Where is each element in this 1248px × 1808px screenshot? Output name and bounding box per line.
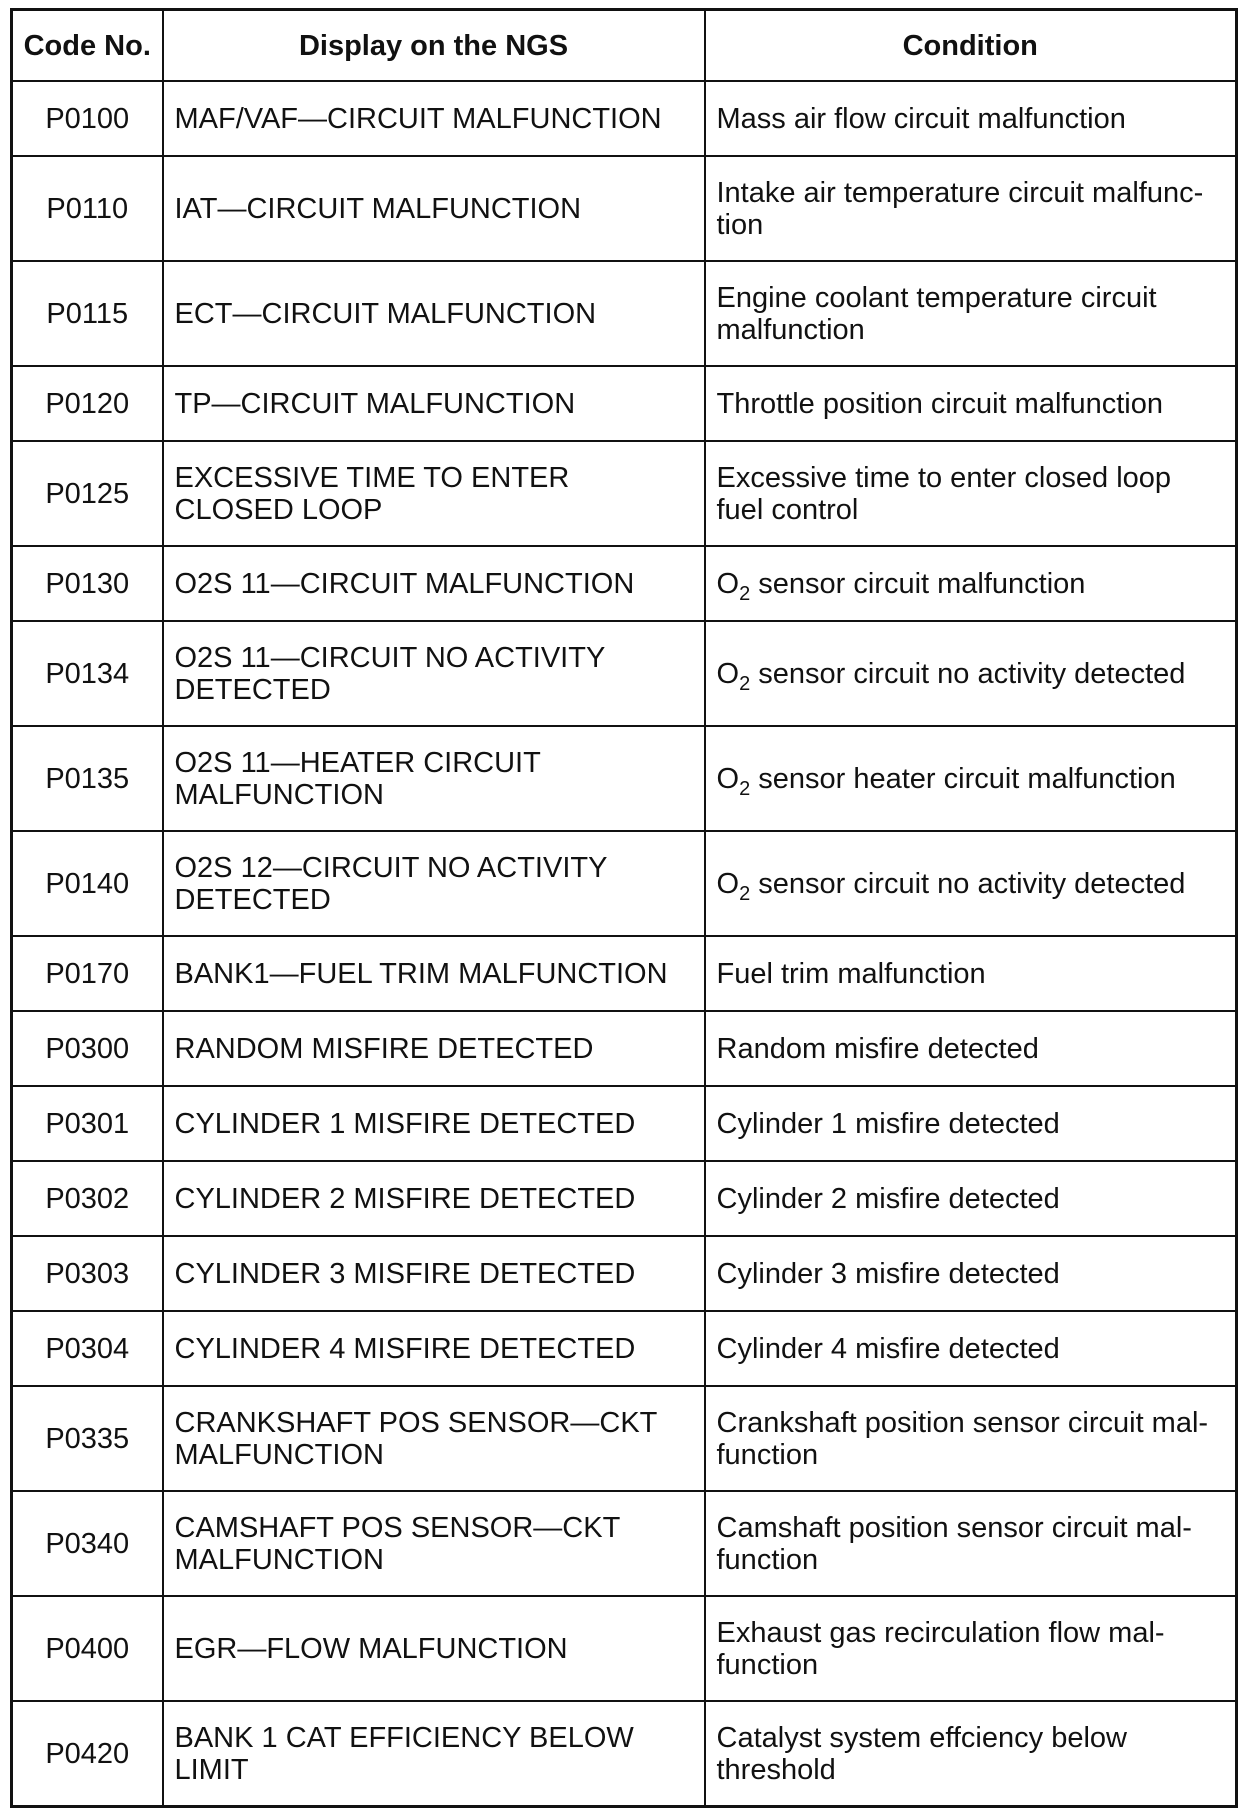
code-cell: P0302 — [12, 1161, 163, 1236]
condition-text: Throttle position circuit malfunction — [716, 387, 1163, 420]
code-cell: P0125 — [12, 441, 163, 546]
display-cell: IAT—CIRCUIT MALFUNCTION — [163, 156, 705, 261]
table-row — [12, 366, 1237, 441]
condition-cell — [705, 936, 1237, 1011]
condition-text: sensor circuit no activity detected — [758, 867, 1186, 900]
header-condition: Condition — [705, 10, 1237, 82]
condition-text: Engine coolant temperature circuit malfunction — [716, 281, 1157, 346]
table-row — [12, 936, 1237, 1011]
table-row — [12, 1311, 1237, 1386]
header-display-on-ngs: Display on the NGS — [163, 10, 705, 82]
condition-cell — [705, 261, 1237, 366]
condition-cell — [705, 441, 1237, 546]
display-cell: EGR—FLOW MALFUNCTION — [163, 1596, 705, 1701]
o2-subscript: 2 — [739, 777, 751, 800]
condition-text: Random misfire detected — [716, 1032, 1039, 1065]
display-cell: CYLINDER 4 MISFIRE DETECTED — [163, 1311, 705, 1386]
condition-cell — [705, 621, 1237, 726]
condition-text: Cylinder 3 misfire detected — [716, 1257, 1060, 1290]
table-row — [12, 546, 1237, 621]
table-row — [12, 621, 1237, 726]
display-cell: CYLINDER 2 MISFIRE DETECTED — [163, 1161, 705, 1236]
code-cell: P0130 — [12, 546, 163, 621]
display-cell: CRANKSHAFT POS SENSOR—CKT MALFUNCTION — [163, 1386, 705, 1491]
display-cell: RANDOM MISFIRE DETECTED — [163, 1011, 705, 1086]
condition-text: Mass air flow circuit malfunction — [716, 102, 1126, 135]
header-code-no: Code No. — [12, 10, 163, 82]
dtc-table-page — [10, 8, 1235, 1808]
display-cell: TP—CIRCUIT MALFUNCTION — [163, 366, 705, 441]
header-row — [12, 10, 1237, 82]
code-cell: P0301 — [12, 1086, 163, 1161]
condition-cell — [705, 1701, 1237, 1807]
o2-subscript: 2 — [739, 582, 751, 605]
condition-cell — [705, 546, 1237, 621]
o2-subscript: 2 — [739, 882, 751, 905]
display-cell: CAMSHAFT POS SENSOR—CKT MALFUNCTION — [163, 1491, 705, 1596]
condition-text: Catalyst system effciency below threshold — [716, 1721, 1127, 1786]
condition-cell — [705, 1596, 1237, 1701]
display-cell: O2S 12—CIRCUIT NO ACTIVITY DETECTED — [163, 831, 705, 936]
code-cell: P0420 — [12, 1701, 163, 1807]
display-cell: ECT—CIRCUIT MALFUNCTION — [163, 261, 705, 366]
table-row — [12, 831, 1237, 936]
condition-text: Crankshaft position sensor circuit mal-function — [716, 1406, 1209, 1471]
code-cell: P0135 — [12, 726, 163, 831]
condition-cell — [705, 1011, 1237, 1086]
display-cell: BANK1—FUEL TRIM MALFUNCTION — [163, 936, 705, 1011]
table-body — [12, 81, 1237, 1807]
table-row — [12, 1236, 1237, 1311]
code-cell: P0340 — [12, 1491, 163, 1596]
condition-cell — [705, 1386, 1237, 1491]
o2-symbol: O — [716, 657, 740, 690]
condition-cell — [705, 831, 1237, 936]
display-cell: MAF/VAF—CIRCUIT MALFUNCTION — [163, 81, 705, 156]
o2-symbol: O — [716, 762, 740, 795]
condition-text: sensor circuit no activity detected — [758, 657, 1186, 690]
display-cell: BANK 1 CAT EFFICIENCY BELOW LIMIT — [163, 1701, 705, 1807]
table-row — [12, 156, 1237, 261]
code-cell: P0115 — [12, 261, 163, 366]
condition-cell — [705, 81, 1237, 156]
condition-text: Intake air temperature circuit malfunc-tion — [716, 176, 1204, 241]
code-cell: P0335 — [12, 1386, 163, 1491]
table-row — [12, 1011, 1237, 1086]
table-row — [12, 81, 1237, 156]
condition-cell — [705, 366, 1237, 441]
condition-text: Exhaust gas recirculation flow mal-function — [716, 1616, 1165, 1681]
condition-text: Fuel trim malfunction — [716, 957, 986, 990]
condition-cell — [705, 156, 1237, 261]
table-header — [12, 10, 1237, 82]
code-cell: P0170 — [12, 936, 163, 1011]
condition-cell — [705, 726, 1237, 831]
display-cell: CYLINDER 1 MISFIRE DETECTED — [163, 1086, 705, 1161]
code-cell: P0300 — [12, 1011, 163, 1086]
table-row — [12, 1491, 1237, 1596]
table-row — [12, 1386, 1237, 1491]
condition-cell — [705, 1311, 1237, 1386]
o2-subscript: 2 — [739, 672, 751, 695]
code-cell: P0110 — [12, 156, 163, 261]
condition-cell — [705, 1491, 1237, 1596]
table-row — [12, 1701, 1237, 1807]
display-cell: O2S 11—HEATER CIRCUIT MALFUNCTION — [163, 726, 705, 831]
table-row — [12, 261, 1237, 366]
display-cell: EXCESSIVE TIME TO ENTER CLOSED LOOP — [163, 441, 705, 546]
code-cell: P0303 — [12, 1236, 163, 1311]
display-cell: O2S 11—CIRCUIT NO ACTIVITY DETECTED — [163, 621, 705, 726]
display-cell: O2S 11—CIRCUIT MALFUNCTION — [163, 546, 705, 621]
condition-text: Cylinder 1 misfire detected — [716, 1107, 1060, 1140]
table-row — [12, 1161, 1237, 1236]
o2-symbol: O — [716, 567, 740, 600]
code-cell: P0140 — [12, 831, 163, 936]
table-row — [12, 1596, 1237, 1701]
table-row — [12, 1086, 1237, 1161]
condition-text: Cylinder 2 misfire detected — [716, 1182, 1060, 1215]
table-row — [12, 441, 1237, 546]
condition-text: Camshaft position sensor circuit mal-function — [716, 1511, 1192, 1576]
condition-text: Cylinder 4 misfire detected — [716, 1332, 1060, 1365]
condition-text: Excessive time to enter closed loop fuel control — [716, 461, 1172, 526]
o2-symbol: O — [716, 867, 740, 900]
table-row — [12, 726, 1237, 831]
condition-text: sensor circuit malfunction — [758, 567, 1086, 600]
dtc-code-table — [10, 8, 1238, 1808]
condition-cell — [705, 1236, 1237, 1311]
condition-cell — [705, 1086, 1237, 1161]
display-cell: CYLINDER 3 MISFIRE DETECTED — [163, 1236, 705, 1311]
condition-text: sensor heater circuit malfunction — [758, 762, 1176, 795]
code-cell: P0304 — [12, 1311, 163, 1386]
code-cell: P0134 — [12, 621, 163, 726]
condition-cell — [705, 1161, 1237, 1236]
code-cell: P0120 — [12, 366, 163, 441]
code-cell: P0400 — [12, 1596, 163, 1701]
code-cell: P0100 — [12, 81, 163, 156]
